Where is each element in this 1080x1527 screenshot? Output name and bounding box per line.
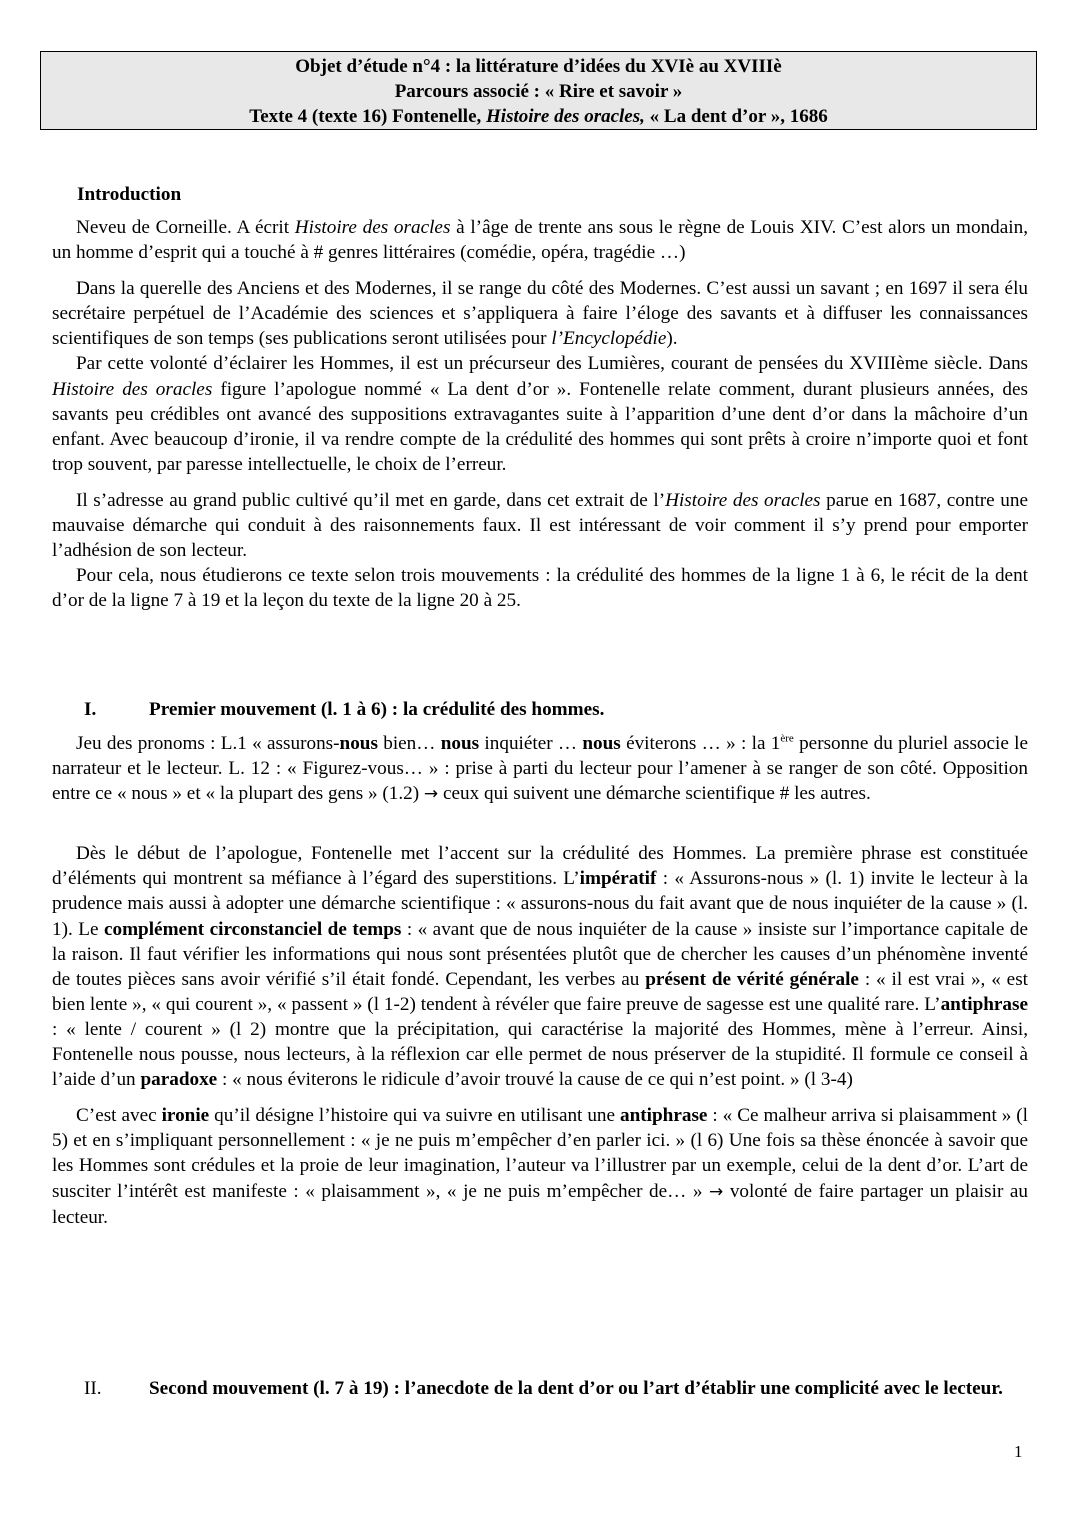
intro-paragraph-5: Pour cela, nous étudierons ce texte selon trois mouvements : la crédulité des hommes de la ligne 1 à 6, le récit de la dent d’or de la ligne 7 à 19 et la leçon du texte de la ligne 20 à 25. bbox=[52, 565, 1028, 612]
section-1-body bbox=[52, 731, 1028, 1230]
intro-heading: Introduction bbox=[77, 184, 182, 205]
intro-paragraph-4: Il s’adresse au grand public cultivé qu’il met en garde, dans cet extrait de l’Histoire des oracles parue en 1687, contre une mauvaise démarche qui conduit à des raisonnements faux. Il est intéressant de voir comment il s’y prend pour emporter l’adhésion de son lecteur. bbox=[52, 489, 1028, 562]
intro-body bbox=[52, 215, 1028, 613]
section-2-number: II. bbox=[84, 1378, 102, 1399]
section-2-title: Second mouvement (l. 7 à 19) : l’anecdote de la dent d’or ou l’art d’établir une complicité avec le lecteur. bbox=[149, 1378, 1003, 1399]
intro-paragraph-1: Neveu de Corneille. A écrit Histoire des oracles à l’âge de trente ans sous le règne de Louis XIV. C’est alors un mondain, un homme d’esprit qui a touché à # genres littéraires (comédie, opéra, tragédie …) bbox=[52, 217, 1028, 264]
title-box bbox=[40, 51, 1037, 130]
intro-paragraph-2: Dans la querelle des Anciens et des Modernes, il se range du côté des Modernes. C’est aussi un savant ; en 1697 il sera élu secrétaire perpétuel de l’Académie des sciences et s’appliquera à faire l’éloge des savants et à diffuser les connaissances scientifiques de son temps (ses publications seront utilisées pour l’Encyclopédie). bbox=[52, 278, 1028, 350]
section-1-paragraph-1: Jeu des pronoms : L.1 « assurons-nous bien… nous inquiéter … nous éviterons … » : la 1ère personne du pluriel associe le narrateur et le lecteur. L. 12 : « Figurez-vous… » : prise à parti du lecteur pour l’amener à se ranger de son côté. Opposition entre ce « nous » et « la plupart des gens » (1.2) → ceux qui suivent une démarche scientifique # les autres. bbox=[52, 732, 1028, 805]
page-number: 1 bbox=[1014, 1442, 1023, 1461]
arrow-right-icon: → bbox=[423, 784, 439, 805]
section-1-paragraph-2: Dès le début de l’apologue, Fontenelle met l’accent sur la crédulité des Hommes. La première phrase est constituée d’éléments qui montrent sa méfiance à l’égard des superstitions. L’impératif : « Assurons-nous » (l. 1) invite le lecteur à la prudence mais aussi à adopter une démarche scientifique : « assurons-nous du fait avant que de nous inquiéter de la cause » (l. 1). Le complément circonstanciel de temps : « avant que de nous inquiéter de la cause » insiste sur l’importance capitale de la raison. Il faut vérifier les informations qui nous sont présentées plutôt que de chercher les causes d’un phénomène inventé de toutes pièces sans avoir vérifié s’il était fondé. Cependant, les verbes au présent de vérité générale : « il est vrai », « est bien lente », « qui courent », « passent » (l 1-2) tendent à révéler que faire preuve de sagesse est une qualité rare. L’antiphrase : « lente / courent » (l 2) montre que la précipitation, qui caractérise la majorité des Hommes, mène à l’erreur. Ainsi, Fontenelle nous pousse, nous lecteurs, à la réflexion car elle permet de nous préserver de la stupidité. Il formule ce conseil à l’aide d’un paradoxe : « nous éviterons le ridicule d’avoir trouvé la cause de ce qui n’est point. » (l 3-4) bbox=[52, 843, 1028, 1091]
arrow-right-icon: → bbox=[709, 1181, 724, 1202]
section-1-paragraph-3: C’est avec ironie qu’il désigne l’histoire qui va suivre en utilisant une antiphrase : « Ce malheur arriva si plaisamment » (l 5) et en s’impliquant personnellement : « je ne puis m’empêcher d’en parler ici. » (l 6) Une fois sa thèse énoncée à savoir que les Hommes sont crédules et la proie de leur imagination, l’auteur va l’illustrer par un exemple, celui de la dent d’or. L’art de susciter l’intérêt est manifeste : « plaisamment », « je ne puis m’empêcher de… » → volonté de faire partager un plaisir au lecteur. bbox=[52, 1105, 1028, 1228]
intro-paragraph-3: Par cette volonté d’éclairer les Hommes, il est un précurseur des Lumières, courant de pensées du XVIIIème siècle. Dans Histoire des oracles figure l’apologue nommé « La dent d’or ». Fontenelle relate comment, durant plusieurs années, des savants peu crédibles ont avancé des suppositions extravagantes suite à l’apparition d’une dent d’or dans la mâchoire d’un enfant. Avec beaucoup d’ironie, il va rendre compte de la crédulité des hommes qui sont prêts à croire n’importe quoi et font trop souvent, par paresse intellectuelle, le choix de l’erreur. bbox=[52, 353, 1028, 475]
section-1-number: I. bbox=[84, 699, 97, 720]
title-line-text: Texte 4 (texte 16) Fontenelle, Histoire des oracles, « La dent d’or », 1686 bbox=[249, 106, 828, 127]
title-line-object: Objet d’étude n°4 : la littérature d’idées du XVIè au XVIIIè bbox=[295, 56, 782, 77]
title-line-parcours: Parcours associé : « Rire et savoir » bbox=[394, 81, 683, 102]
section-1-title: Premier mouvement (l. 1 à 6) : la crédulité des hommes. bbox=[149, 699, 605, 720]
